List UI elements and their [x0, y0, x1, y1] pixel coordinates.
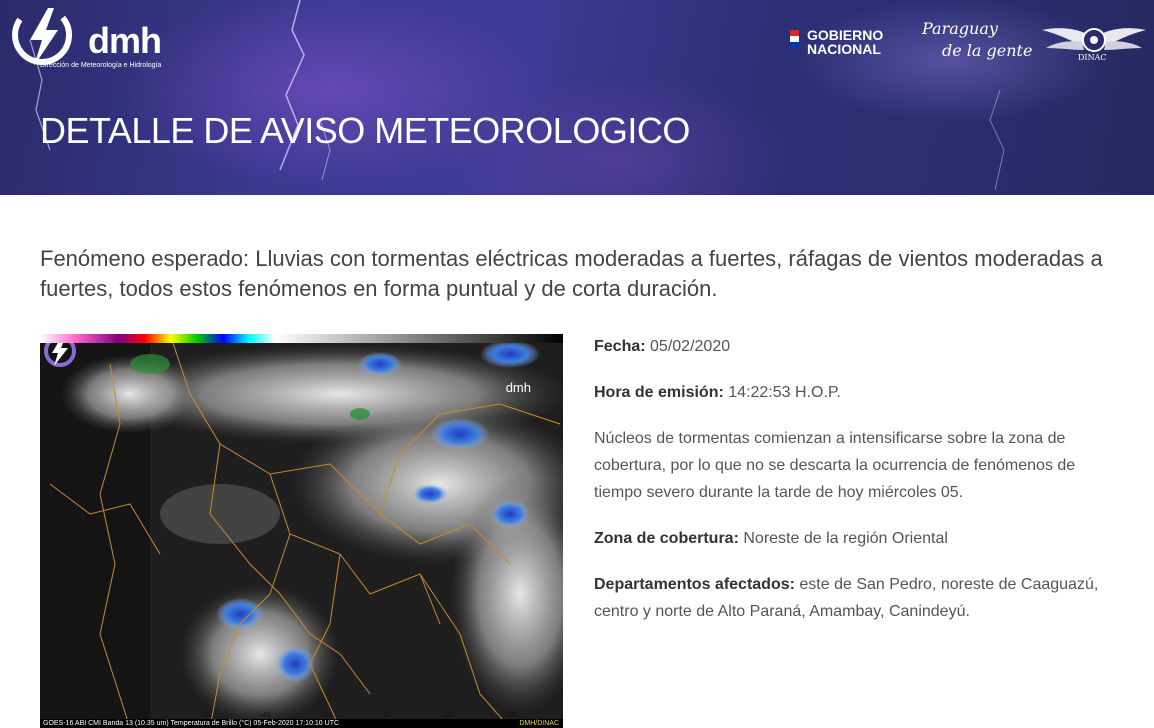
warning-details: [594, 333, 1114, 644]
hora-row: [594, 379, 1114, 406]
phenomenon-heading: Fenómeno esperado: Lluvias con tormentas eléctricas moderadas a fuertes, ráfagas de vientos moderadas a fuertes, todos estos fenómenos en forma puntual y de corta duración.: [40, 246, 1103, 301]
hora-value: 14:22:53 H.O.P.: [728, 384, 841, 401]
scale-tick-label: -40: [260, 712, 271, 719]
dmh-logo-icon: [8, 2, 88, 70]
satellite-map-graphic: [40, 334, 563, 728]
logo-subtitle: Dirección de Meteorología e Hidrología: [40, 62, 162, 69]
fecha-value: 05/02/2020: [650, 338, 731, 355]
scale-tick-label: 0: [384, 712, 388, 719]
gobierno-line1: GOBIERNO: [807, 27, 884, 43]
departamentos-label: Departamentos afectados:: [594, 576, 795, 593]
satellite-caption: [40, 719, 563, 728]
hero-banner: [0, 0, 1154, 195]
description: Núcleos de tormentas comienzan a intensificarse sobre la zona de cobertura, por lo que no se descarta la ocurrencia de fenómenos de tiempo severo durante la tarde de hoy miércoles 05.: [594, 430, 1076, 501]
zona-label: Zona de cobertura:: [594, 530, 739, 547]
zona-row: [594, 525, 1114, 552]
scale-tick-label: -80: [140, 712, 151, 719]
satellite-image[interactable]: [40, 334, 563, 728]
paraguay-line2: de la gente: [942, 41, 1033, 60]
temperature-color-scale: [40, 334, 563, 343]
paraguay-line1: Paraguay: [922, 19, 998, 38]
scale-tick-label: -20: [322, 712, 333, 719]
scale-tick-label: 20: [446, 712, 454, 719]
paraguay-de-la-gente-logo[interactable]: [922, 18, 1032, 62]
scale-tick-label: 40: [508, 712, 516, 719]
dmh-watermark-text: dmh: [505, 380, 531, 395]
fecha-label: Fecha:: [594, 338, 646, 355]
scale-tick-label: -100: [80, 712, 95, 719]
fecha-row: [594, 333, 1114, 360]
paraguay-flag-icon: [790, 30, 799, 48]
hora-label: Hora de emisión:: [594, 384, 724, 401]
departamentos-value: este de San Pedro, noreste de Caaguazú, centro y norte de Alto Paraná, Amambay, Canindeyú.: [594, 576, 1099, 620]
zona-value: Noreste de la región Oriental: [743, 530, 948, 547]
scale-tick-label: -60: [200, 712, 211, 719]
satellite-credit: DMH/DINAC: [519, 720, 559, 727]
departamentos-row: [594, 571, 1114, 625]
page-title: DETALLE DE AVISO METEOROLOGICO: [40, 110, 690, 151]
satellite-caption-text: GOES-16 ABI CMI Banda 13 (10.35 um) Temperatura de Brillo (°C) 05-Feb-2020 17:10:10 UTC: [43, 720, 340, 727]
logo-name: dmh: [88, 20, 161, 61]
dinac-label: DINAC: [1078, 53, 1107, 62]
gobierno-line2: NACIONAL: [807, 41, 881, 57]
